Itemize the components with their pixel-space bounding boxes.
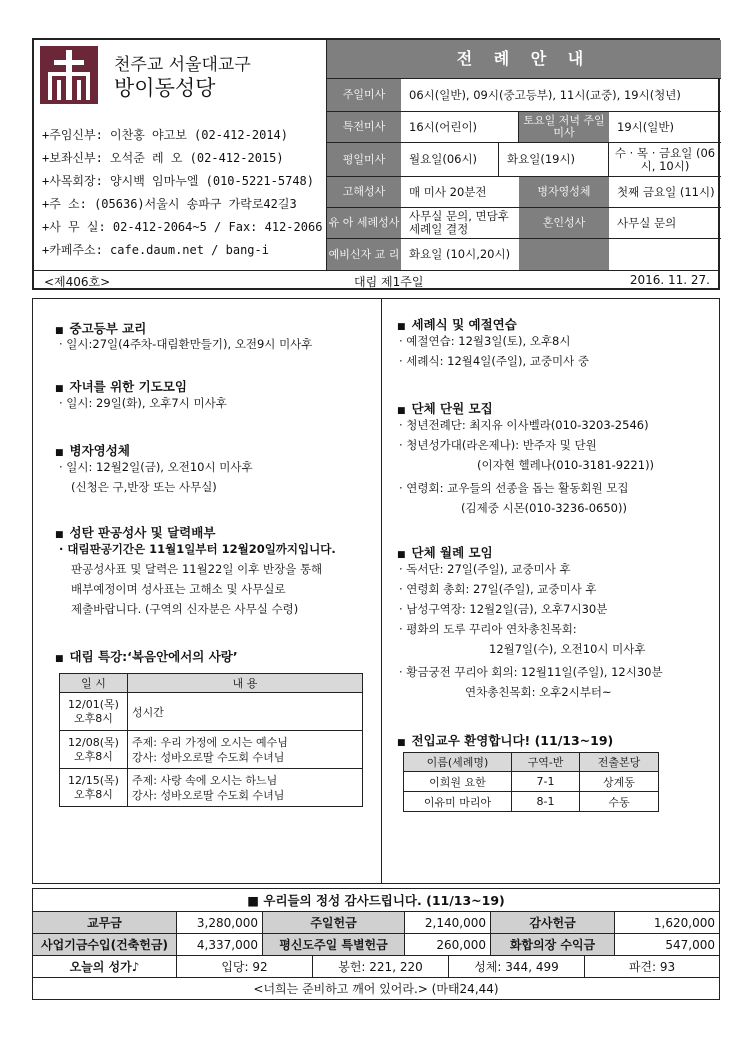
schedule-topic: 주제: 우리 가정에 오시는 예수님 <box>132 735 288 749</box>
youth-catechism-title: ■ 중고등부 교리 <box>55 319 146 337</box>
offering-box <box>32 888 720 1000</box>
diocese-name: 천주교 서울대교구 <box>114 55 251 75</box>
welcome-row <box>404 792 659 812</box>
monthly-meeting-text-5: 12월7일(수), 오전10시 미사후 <box>489 642 646 656</box>
advent-lecture-title: ■ 대림 특강:‘복음안에서의 사랑’ <box>55 647 238 665</box>
baptism-rehearsal-text-2: · 세례식: 12월4일(주일), 교중미사 중 <box>399 354 590 368</box>
offering-label: 감사헌금 <box>491 912 615 933</box>
hymn-entrance: 입당: 92 <box>177 956 313 977</box>
infant-baptism-label: 유 아 세례성사 <box>327 208 401 238</box>
welcome-parish: 수동 <box>580 792 659 812</box>
offering-amount: 2,140,000 <box>405 912 491 933</box>
welcome-header-name: 이름(세례명) <box>404 753 512 772</box>
recruit-text-2: · 청년성가대(라온제나): 반주자 및 단원 <box>399 438 597 452</box>
welcome-district: 7-1 <box>512 772 580 792</box>
christmas-confession-text-1: · 대림판공기간은 11월1일부터 12월20일까지입니다. <box>59 542 336 556</box>
offering-amount: 547,000 <box>665 937 715 952</box>
offering-amount: 3,280,000 <box>177 912 263 933</box>
recruit-text-5: (김제중 시몬(010-3236-0650)) <box>461 501 627 515</box>
offering-label: 주일헌금 <box>263 912 405 933</box>
prayer-group-text: · 일시: 29일(화), 오후7시 미사후 <box>59 396 227 410</box>
schedule-date: 12/08(목) <box>68 735 119 749</box>
liturgy-title: 전 례 안 내 <box>327 40 721 78</box>
bulletin-body <box>32 298 720 884</box>
schedule-time: 오후8시 <box>74 787 113 801</box>
offering-amount: 1,620,000 <box>653 915 715 930</box>
youth-catechism-text: · 일시:27일(4주차-대림환만들기), 오전9시 미사후 <box>59 337 313 351</box>
advent-lecture-schedule <box>59 673 363 807</box>
liturgy-guide <box>326 40 720 270</box>
christmas-confession-text-3: 배부예정이며 성사표는 고해소 및 사무실로 <box>71 582 286 596</box>
sick-communion-text-2: (신청은 구,반장 또는 사무실) <box>71 480 217 494</box>
monthly-meeting-text-7: 연차총친목회: 오후2시부터~ <box>465 685 612 699</box>
saturday-mass-time: 19시(일반) <box>617 119 674 134</box>
tuesday-mass: 화요일(19시) <box>499 143 609 176</box>
confession-label: 고해성사 <box>327 177 401 207</box>
church-logo-icon <box>40 46 98 104</box>
schedule-date: 12/01(목) <box>68 697 119 711</box>
sick-communion-time: 첫째 금요일 (11시) <box>617 184 715 199</box>
welcome-header-parish: 전출본당 <box>580 753 659 772</box>
offering-row-1 <box>33 911 719 933</box>
special-mass-time: 16시(어린이) <box>401 112 519 142</box>
offering-label: 사업기금수입(건축헌금) <box>33 934 177 955</box>
monthly-meeting-text-2: · 연령회 총회: 27일(주일), 교중미사 후 <box>399 582 597 596</box>
sunday-mass-times: 06시(일반), 09시(중고등부), 11시(교중), 19시(청년) <box>409 87 681 102</box>
assistant-priest-info: +보좌신부: 오석준 레 오 (02-412-2015) <box>42 151 284 165</box>
issue-date: 2016. 11. 27. <box>629 273 710 287</box>
wedding-label: 혼인성사 <box>519 208 609 238</box>
weekday-mass-row <box>327 142 721 176</box>
schedule-header-content: 내 용 <box>128 674 363 693</box>
sunday-mass-label: 주일미사 <box>327 79 401 111</box>
christmas-confession-text-2: 판공성사표 및 달력은 11월22일 이후 반장을 통해 <box>71 562 323 576</box>
offering-label: 교무금 <box>33 912 177 933</box>
schedule-topic: 주제: 사랑 속에 오시는 하느님 <box>132 773 278 787</box>
hymn-label: 오늘의 성가♪ <box>33 956 177 977</box>
special-mass-row <box>327 111 721 142</box>
hymn-offertory: 봉헌: 221, 220 <box>313 956 449 977</box>
catechumen-row <box>327 238 721 270</box>
schedule-speaker: 강사: 성바오로딸 수도회 수녀님 <box>132 788 285 802</box>
sunday-mass-row <box>327 78 721 111</box>
confession-row <box>327 176 721 207</box>
welcome-name: 이유미 마리아 <box>404 792 512 812</box>
baptism-rehearsal-text-1: · 예절연습: 12월3일(토), 오후8시 <box>399 334 571 348</box>
welcome-table <box>403 752 659 812</box>
schedule-time: 오후8시 <box>74 749 113 763</box>
christmas-confession-title: ■ 성탄 판공성사 및 달력배부 <box>55 523 215 541</box>
offering-label: 평신도주일 특별헌금 <box>263 934 405 955</box>
monthly-meeting-text-4: · 평화의 도루 꾸리아 연차총친목회: <box>399 622 577 636</box>
schedule-content: 성시간 <box>132 705 164 719</box>
baptism-row <box>327 207 721 238</box>
welcome-row <box>404 772 659 792</box>
weekday-mass-label: 평일미사 <box>327 143 401 176</box>
special-mass-label: 특전미사 <box>327 112 401 142</box>
address-info: +주 소: (05636)서울시 송파구 가락로42길3 <box>42 197 297 211</box>
issue-number: <제406호> <box>44 275 111 289</box>
parish-name: 방이동성당 <box>114 76 216 100</box>
infant-baptism-info: 사무실 문의, 면담후 세례일 결정 <box>409 209 509 236</box>
recruit-text-4: · 연령회: 교우들의 선종을 돕는 활동회원 모집 <box>399 481 629 495</box>
monday-mass: 월요일(06시) <box>401 143 499 176</box>
pastor-info: +주임신부: 이찬홍 야고보 (02-412-2014) <box>42 128 288 142</box>
issue-bar <box>34 270 718 290</box>
offering-amount: 260,000 <box>405 934 491 955</box>
schedule-header-date: 일 시 <box>60 674 128 693</box>
recruit-text-1: · 청년전례단: 최지유 이사벨라(010-3203-2546) <box>399 418 649 432</box>
catechumen-time: 화요일 (10시,20시) <box>409 247 511 261</box>
bible-verse: <너희는 준비하고 깨어 있어라.> (마태24,44) <box>33 977 719 999</box>
saturday-mass-label: 토요일 저녁 주일 미사 <box>519 112 609 142</box>
prayer-group-title: ■ 자녀를 위한 기도모임 <box>55 377 187 395</box>
monthly-meeting-title: ■ 단체 월례 모임 <box>397 543 493 561</box>
offering-label: 화합의장 수익금 <box>491 934 615 955</box>
sick-communion-text-1: · 일시: 12월2일(금), 오전10시 미사후 <box>59 460 253 474</box>
offering-title: ■ 우리들의 정성 감사드립니다. (11/13~19) <box>247 893 505 908</box>
schedule-row <box>60 769 363 807</box>
catechumen-label: 예비신자 교 리 <box>327 239 401 270</box>
schedule-speaker: 강사: 성바오로딸 수도회 수녀님 <box>132 750 285 764</box>
hymn-row <box>33 955 719 977</box>
cafe-address-info: +카페주소: cafe.daum.net / bang-i <box>42 243 269 257</box>
monthly-meeting-text-6: · 황금궁전 꾸리아 회의: 12월11일(주일), 12시30분 <box>399 665 663 679</box>
christmas-confession-text-4: 제출바랍니다. (구역의 신자분은 사무실 수령) <box>71 602 299 616</box>
offering-amount: 4,337,000 <box>177 934 263 955</box>
hymn-recessional: 파견: 93 <box>628 960 676 974</box>
church-info <box>34 40 326 270</box>
recruit-title: ■ 단체 단원 모집 <box>397 399 493 417</box>
baptism-rehearsal-title: ■ 세례식 및 예절연습 <box>397 315 517 333</box>
empty-gray-cell <box>519 239 609 271</box>
welcome-parish: 상계동 <box>580 772 659 792</box>
monthly-meeting-text-1: · 독서단: 27일(주일), 교중미사 후 <box>399 562 571 576</box>
council-president-info: +사목회장: 양시백 임마누엘 (010-5221-5748) <box>42 174 315 188</box>
column-divider <box>381 299 382 883</box>
welcome-district: 8-1 <box>512 792 580 812</box>
schedule-time: 오후8시 <box>74 711 113 725</box>
schedule-row <box>60 731 363 769</box>
sick-communion-title: ■ 병자영성체 <box>55 441 130 459</box>
welcome-title: ■ 전입교우 환영합니다! (11/13~19) <box>397 731 613 749</box>
recruit-text-3: (이자현 헬레나(010-3181-9221)) <box>477 458 655 472</box>
header-box <box>32 38 720 290</box>
offering-row-2 <box>33 933 719 955</box>
schedule-row <box>60 693 363 731</box>
hymn-communion: 성체: 344, 499 <box>449 956 585 977</box>
office-phone-info: +사 무 실: 02-412-2064~5 / Fax: 412-2066 <box>42 220 323 234</box>
welcome-header-district: 구역-반 <box>512 753 580 772</box>
liturgical-week: 대림 제1주일 <box>354 275 424 289</box>
wedding-info: 사무실 문의 <box>617 215 677 230</box>
welcome-name: 이희원 요한 <box>404 772 512 792</box>
confession-time: 매 미사 20분전 <box>409 184 487 199</box>
schedule-date: 12/15(목) <box>68 773 119 787</box>
sick-communion-label: 병자영성체 <box>519 177 609 207</box>
monthly-meeting-text-3: · 남성구역장: 12월2일(금), 오후7시30분 <box>399 602 608 616</box>
wed-thu-fri-mass: 수 · 목 · 금요일 (06시, 10시) <box>614 145 716 173</box>
